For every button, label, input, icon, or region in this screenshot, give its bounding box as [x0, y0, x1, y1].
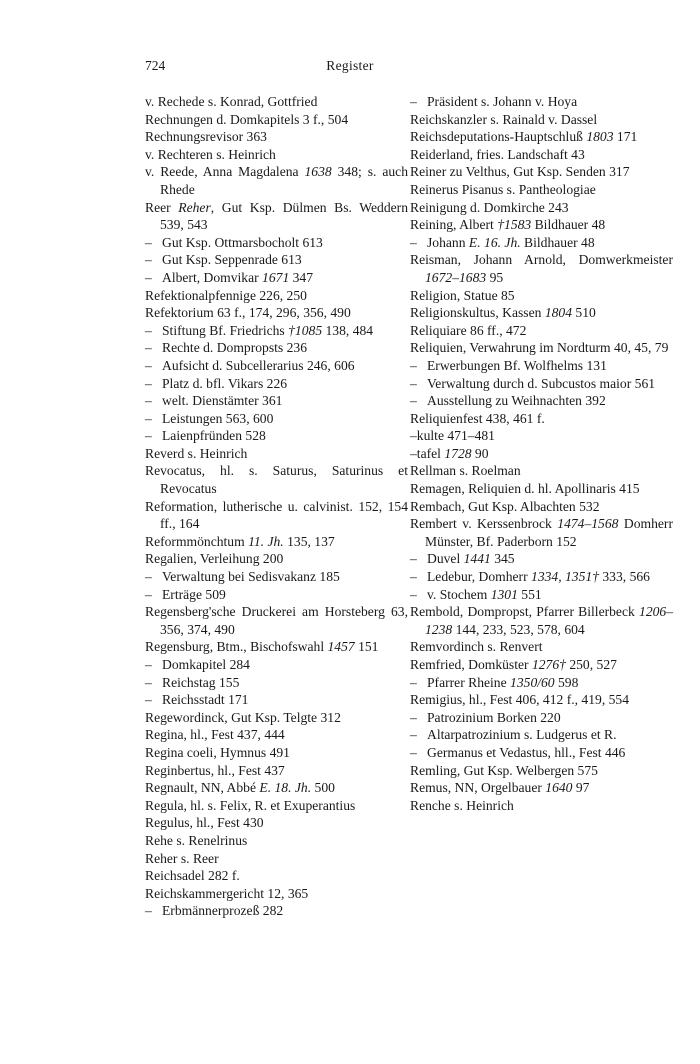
index-entry-text: Gut Ksp. Ottmarsbocholt 613	[162, 234, 323, 250]
index-entry-text: Erwerbungen Bf. Wolfhelms 131	[427, 357, 607, 373]
index-entry-text: Renche s. Heinrich	[410, 797, 514, 813]
index-entry-text: Refektorium 63 f., 174, 296, 356, 490	[145, 305, 351, 321]
sub-entry-dash: –	[145, 674, 152, 690]
index-entry	[410, 797, 673, 815]
sub-entry-dash: –	[145, 234, 152, 250]
index-entry-text: Rembert v. Kerssenbrock	[410, 516, 558, 532]
index-entry-text: v. Stochem	[427, 586, 491, 602]
sub-entry-dash: –	[145, 428, 152, 444]
index-entry	[410, 638, 673, 656]
index-entry-text: Reliquienfest 438, 461 f.	[410, 410, 545, 426]
index-entry-text: welt. Dienstämter 361	[162, 393, 283, 409]
index-entry-text: Rembold, Dompropst, Pfarrer Billerbeck	[410, 604, 640, 620]
index-entry-text: Rechnungsrevisor 363	[145, 129, 267, 145]
index-entry	[145, 586, 408, 604]
index-entry	[145, 234, 408, 252]
index-entry-text: Verwaltung durch d. Subcustos maior 561	[427, 375, 656, 391]
index-entry-text: Laienpfründen 528	[162, 428, 266, 444]
index-entry-text: 333, 566	[598, 569, 650, 585]
index-entry-text: Johann	[427, 234, 469, 250]
sub-entry-dash: –	[145, 269, 152, 285]
index-entry-text: v. Rechteren s. Heinrich	[145, 146, 276, 162]
index-entry-text: Rehe s. Renelrinus	[145, 832, 248, 848]
sub-entry-dash: –	[145, 692, 152, 708]
index-entry-text: 348; s. auch Rhede	[160, 164, 409, 197]
index-entry	[145, 902, 408, 920]
index-entry	[145, 709, 408, 727]
index-entry-text: 138, 484	[322, 322, 374, 338]
index-entry-text: Reliquien, Verwahrung im Nordturm 40, 45, 79	[410, 340, 669, 356]
index-entry	[410, 234, 673, 252]
index-entry	[410, 656, 673, 674]
index-entry	[410, 339, 673, 357]
index-entry-text: Religionskultus, Kassen	[410, 305, 545, 321]
index-entry-date: 1334, 1351†	[531, 569, 599, 585]
index-entry-date: 11. Jh.	[248, 533, 284, 549]
index-entry-text: 510	[572, 305, 596, 321]
sub-entry-dash: –	[410, 569, 417, 585]
index-entry	[145, 779, 408, 797]
sub-entry-dash: –	[145, 322, 152, 338]
index-entry-text: 144, 233, 523, 578, 604	[452, 621, 585, 637]
index-entry	[145, 498, 408, 533]
index-entry	[410, 586, 673, 604]
index-entry-text: Erbmännerprozeß 282	[162, 903, 284, 919]
index-entry	[410, 375, 673, 393]
index-entry	[410, 251, 673, 286]
sub-entry-dash: –	[410, 393, 417, 409]
index-entry	[410, 691, 673, 709]
index-entry-text: 551	[517, 586, 542, 602]
sub-entry-dash: –	[410, 586, 417, 602]
index-entry	[145, 392, 408, 410]
index-entry	[145, 674, 408, 692]
sub-entry-dash: –	[145, 340, 152, 356]
index-entry-text: Reformation, lutherische u. calvinist. 152, 154 ff., 164	[145, 498, 408, 532]
index-entry	[410, 181, 673, 199]
page-number: 724	[145, 58, 166, 73]
index-entry	[145, 797, 408, 815]
index-entry-text: Reichsstadt 171	[162, 692, 249, 708]
index-entry	[145, 814, 408, 832]
index-entry-date: 1728	[444, 445, 472, 461]
index-entry-text: Reformmönchtum	[145, 533, 249, 549]
index-entry	[410, 462, 673, 480]
index-entry-text: Revocatus, hl. s. Saturus, Saturinus et Revocatus	[145, 463, 408, 497]
index-entry	[145, 850, 408, 868]
index-entry	[145, 638, 408, 656]
index-entry	[410, 744, 673, 762]
index-entry	[145, 93, 408, 111]
index-entry-date: 1671	[262, 269, 290, 285]
index-entry-text: v. Rechede s. Konrad, Gottfried	[145, 94, 318, 109]
index-entry-text: Reinigung d. Domkirche 243	[410, 199, 569, 215]
index-entry-text: Reichstag 155	[162, 674, 240, 690]
sub-entry-dash: –	[145, 357, 152, 373]
index-entry-text: Regensburg, Btm., Bischofswahl	[145, 639, 328, 655]
index-entry	[145, 533, 408, 551]
index-entry-text: Reinerus Pisanus s. Pantheologiae	[410, 181, 596, 197]
index-entry-text: Remvordinch s. Renvert	[410, 639, 543, 655]
index-entry-text: Refektionalpfennige 226, 250	[145, 287, 307, 303]
index-entry-date: 1301	[490, 586, 518, 602]
index-entry	[410, 216, 673, 234]
index-entry	[410, 128, 673, 146]
index-entry-text: Regula, hl. s. Felix, R. et Exuperantius	[145, 797, 356, 813]
index-entry-text: Reichskammergericht 12, 365	[145, 885, 309, 901]
index-entry-text: Regina coeli, Hymnus 491	[145, 744, 290, 760]
index-entry-text: 97	[572, 780, 590, 796]
sub-entry-dash: –	[410, 744, 417, 760]
index-entry-date: 1640	[545, 780, 573, 796]
index-entry-date: 1457	[327, 639, 355, 655]
sub-entry-dash: –	[410, 674, 417, 690]
index-entry	[410, 603, 673, 638]
index-entry	[145, 568, 408, 586]
index-entry-text: Reichskanzler s. Rainald v. Dassel	[410, 111, 598, 127]
index-entry	[145, 304, 408, 322]
index-entry-text: Remigius, hl., Fest 406, 412 f., 419, 554	[410, 692, 630, 708]
index-entry-text: Religion, Statue 85	[410, 287, 515, 303]
index-entry-text: Reiner zu Velthus, Gut Ksp. Senden 317	[410, 164, 630, 180]
index-entry-text: Reining, Albert	[410, 217, 498, 233]
index-entry-text: Verwaltung bei Sedisvakanz 185	[162, 569, 340, 585]
index-entry-text: Pfarrer Rheine	[427, 674, 511, 690]
index-entry	[410, 357, 673, 375]
index-entry-text: 171	[613, 129, 638, 145]
index-entry-text: Rellman s. Roelman	[410, 463, 521, 479]
index-entry-text: 347	[289, 269, 314, 285]
index-entry	[410, 111, 673, 129]
index-entry	[410, 762, 673, 780]
index-entry-text: Albert, Domvikar	[162, 269, 263, 285]
index-entry-text: –tafel	[410, 445, 445, 461]
sub-entry-dash: –	[145, 569, 152, 585]
index-entry-text: 500	[311, 780, 335, 796]
index-entry-text: Stiftung Bf. Friedrichs	[162, 322, 289, 338]
index-entry-text: Reisman, Johann Arnold, Domwerkmeister	[410, 252, 673, 268]
index-entry	[145, 445, 408, 463]
index-entry	[145, 550, 408, 568]
index-entry	[410, 709, 673, 727]
index-entry-date: 1441	[463, 551, 491, 567]
index-entry	[145, 462, 408, 497]
sub-entry-dash: –	[410, 234, 417, 250]
index-entry-text: Aufsicht d. Subcellerarius 246, 606	[162, 357, 355, 373]
index-entry	[145, 111, 408, 129]
index-entry	[410, 287, 673, 305]
sub-entry-dash: –	[145, 252, 152, 268]
sub-entry-dash: –	[145, 657, 152, 672]
index-entry-text: Präsident s. Johann v. Hoya	[427, 94, 578, 109]
index-entry	[410, 726, 673, 744]
index-entry	[145, 867, 408, 885]
index-entry	[145, 691, 408, 709]
index-entry-text: 90	[471, 445, 489, 461]
index-entry	[410, 304, 673, 322]
index-entry	[410, 427, 673, 445]
index-entry-text: Reiderland, fries. Landschaft 43	[410, 146, 585, 162]
index-entry-text: Bildhauer 48	[520, 234, 595, 250]
index-entry-text: Germanus et Vedastus, hll., Fest 446	[427, 744, 626, 760]
index-entry	[410, 199, 673, 217]
index-entry	[145, 269, 408, 287]
sub-entry-dash: –	[145, 393, 152, 409]
index-entry-text: Regensberg'sche Druckerei am Horsteberg 63, 356, 374, 490	[145, 604, 408, 637]
page-header	[0, 58, 700, 80]
index-entry-text: Regnault, NN, Abbé	[145, 780, 260, 796]
index-entry	[145, 146, 408, 164]
index-entry	[410, 146, 673, 164]
index-entry-date: E. 16. Jh.	[468, 234, 521, 250]
index-entry-text: Remfried, Domküster	[410, 657, 532, 672]
index-entry-text: , Gut Ksp. Dülmen Bs. Weddern 539, 543	[160, 199, 408, 233]
index-entry-text: –kulte 471–481	[410, 428, 495, 444]
index-entry-date: E. 18. Jh.	[259, 780, 312, 796]
index-entry	[410, 163, 673, 181]
index-entry-text: Domherr Münster, Bf. Paderborn 152	[425, 516, 673, 549]
index-entry-text: Ledebur, Domherr	[427, 569, 532, 585]
index-entry	[410, 322, 673, 340]
sub-entry-dash: –	[410, 357, 417, 373]
index-entry-date: 1804	[544, 305, 572, 321]
index-entry-text: Regulus, hl., Fest 430	[145, 815, 264, 831]
index-entry	[145, 762, 408, 780]
index-entry-text: Patrozinium Borken 220	[427, 709, 561, 725]
index-entry-text: 250, 527	[565, 657, 617, 672]
index-entry	[145, 656, 408, 674]
index-entry-text: Erträge 509	[162, 586, 226, 602]
index-entry	[410, 674, 673, 692]
index-entry	[145, 339, 408, 357]
index-entry-date: 1638	[304, 164, 332, 180]
sub-entry-dash: –	[410, 709, 417, 725]
index-entry	[410, 445, 673, 463]
index-entry-text: v. Reede, Anna Magdalena	[145, 164, 305, 180]
index-entry	[410, 480, 673, 498]
index-entry	[145, 163, 408, 198]
sub-entry-dash: –	[410, 375, 417, 391]
index-entry-date: 1276†	[531, 657, 566, 672]
index-entry	[145, 832, 408, 850]
index-entry-text: 345	[490, 551, 515, 567]
sub-entry-dash: –	[410, 551, 417, 567]
index-entry-text: 95	[486, 269, 504, 285]
index-entry	[145, 726, 408, 744]
index-entry	[410, 550, 673, 568]
index-entry-text: Altarpatrozinium s. Ludgerus et R.	[427, 727, 617, 743]
index-entry-text: Remus, NN, Orgelbauer	[410, 780, 546, 796]
index-entry	[145, 287, 408, 305]
sub-entry-dash: –	[145, 903, 152, 919]
index-entry-text: Reliquiare 86 ff., 472	[410, 322, 527, 338]
sub-entry-dash: –	[145, 586, 152, 602]
index-entry-text: Domkapitel 284	[162, 657, 250, 672]
index-entry	[145, 251, 408, 269]
running-head: Register	[326, 58, 374, 73]
index-entry-text: Regalien, Verleihung 200	[145, 551, 284, 567]
sub-entry-dash: –	[410, 727, 417, 743]
index-entry-date: 1474–1568	[557, 516, 619, 532]
index-entry	[145, 128, 408, 146]
index-entry-text: Reher s. Reer	[145, 850, 219, 866]
index-entry-date: 1206–1238	[425, 604, 673, 637]
sub-entry-dash: –	[145, 410, 152, 426]
sub-entry-dash: –	[410, 94, 417, 109]
index-entry	[145, 885, 408, 903]
index-entry-text: Rechte d. Dompropsts 236	[162, 340, 307, 356]
index-entry-text: Bildhauer 48	[531, 217, 606, 233]
index-entry-text: Rembach, Gut Ksp. Albachten 532	[410, 498, 600, 514]
index-entry-text: Regina, hl., Fest 437, 444	[145, 727, 285, 743]
index-entry	[410, 515, 673, 550]
index-entry-date: 1350/60	[510, 674, 555, 690]
index-entry-text: Remling, Gut Ksp. Welbergen 575	[410, 762, 598, 778]
index-column-left	[145, 93, 408, 920]
index-entry-date: Reher	[178, 199, 211, 215]
index-entry-text: Reer	[145, 199, 179, 215]
index-entry-text: Remagen, Reliquien d. hl. Apollinaris 415	[410, 481, 640, 497]
index-entry-text: Reichsadel 282 f.	[145, 868, 240, 884]
index-entry-text: 598	[554, 674, 579, 690]
index-entry-date: 1672–1683	[425, 269, 487, 285]
index-entry-text: Reverd s. Heinrich	[145, 445, 248, 461]
index-entry-date: 1803	[586, 129, 614, 145]
index-entry-date: †1583	[497, 217, 532, 233]
index-entry	[145, 603, 408, 638]
index-entry	[410, 498, 673, 516]
index-entry	[410, 568, 673, 586]
index-entry-text: Ausstellung zu Weihnachten 392	[427, 393, 606, 409]
index-entry-text: Rechnungen d. Domkapitels 3 f., 504	[145, 111, 349, 127]
index-entry-date: †1085	[288, 322, 323, 338]
index-entry	[410, 410, 673, 428]
sub-entry-dash: –	[145, 375, 152, 391]
index-entry-text: Leistungen 563, 600	[162, 410, 274, 426]
index-entry	[145, 410, 408, 428]
index-entry	[145, 322, 408, 340]
index-entry	[410, 779, 673, 797]
index-entry-text: 135, 137	[283, 533, 335, 549]
index-entry-text: Regewordinck, Gut Ksp. Telgte 312	[145, 709, 341, 725]
index-entry-text: 151	[354, 639, 379, 655]
index-entry-text: Reginbertus, hl., Fest 437	[145, 762, 285, 778]
index-entry	[410, 392, 673, 410]
index-entry	[145, 199, 408, 234]
index-entry	[410, 93, 673, 111]
index-entry-text: Reichsdeputations-Hauptschluß	[410, 129, 587, 145]
index-entry	[145, 427, 408, 445]
index-entry	[145, 375, 408, 393]
index-entry	[145, 357, 408, 375]
index-entry	[145, 744, 408, 762]
index-entry-text: Platz d. bfl. Vikars 226	[162, 375, 288, 391]
index-column-right	[410, 93, 673, 814]
index-entry-text: Gut Ksp. Seppenrade 613	[162, 252, 302, 268]
index-entry-text: Duvel	[427, 551, 464, 567]
